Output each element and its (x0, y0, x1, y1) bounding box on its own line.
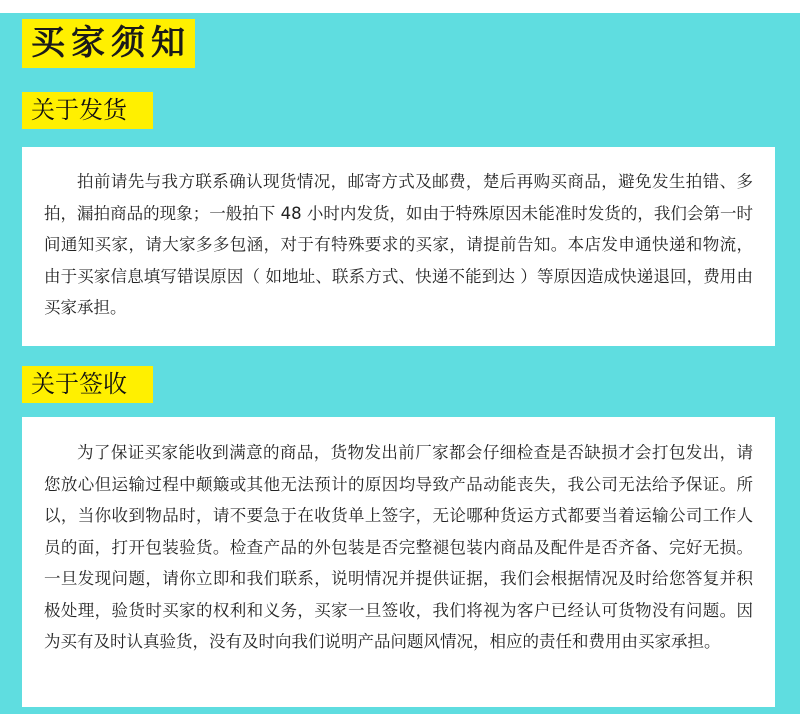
section-heading-signing: 关于签收 (22, 366, 153, 403)
signing-info-card (22, 417, 775, 707)
signing-info-text: 为了保证买家能收到满意的商品，货物发出前厂家都会仔细检查是否缺损才会打包发出，请您放心但运输过程中颠簸或其他无法预计的原因均导致产品动能丧失，我公司无法给予保证。所以，当你收到物品时，请不要急于在收货单上签字，无论哪种货运方式都要当着运输公司工作人员的面，打开包装验货。检查产品的外包装是否完整褪包装内商品及配件是否齐备、完好无损。一旦发现问题，请你立即和我们联系，说明情况并提供证据，我们会根据情况及时给您答复并积极处理，验货时买家的权利和义务，买家一旦签收，我们将视为客户已经认可货物没有问题。因为买有及时认真验货，没有及时向我们说明产品问题风情况，相应的责任和费用由买家承担。 (44, 443, 753, 651)
section-heading-shipping: 关于发货 (22, 92, 153, 129)
page-title: 买家须知 (22, 19, 195, 68)
shipping-info-text: 拍前请先与我方联系确认现货情况，邮寄方式及邮费，楚后再购买商品，避免发生拍错、多拍，漏拍商品的现象；一般拍下 48 小时内发货，如由于特殊原因未能准时发货的，我们会第一时间通知买家，请大家多多包涵，对于有特殊要求的买家，请提前告知。本店发申通快递和物流，由于买家信息填写错误原因（ 如地址、联系方式、快递不能到达 ）等原因造成快递退回，费用由买家承担。 (44, 172, 753, 317)
shipping-info-card (22, 147, 775, 346)
